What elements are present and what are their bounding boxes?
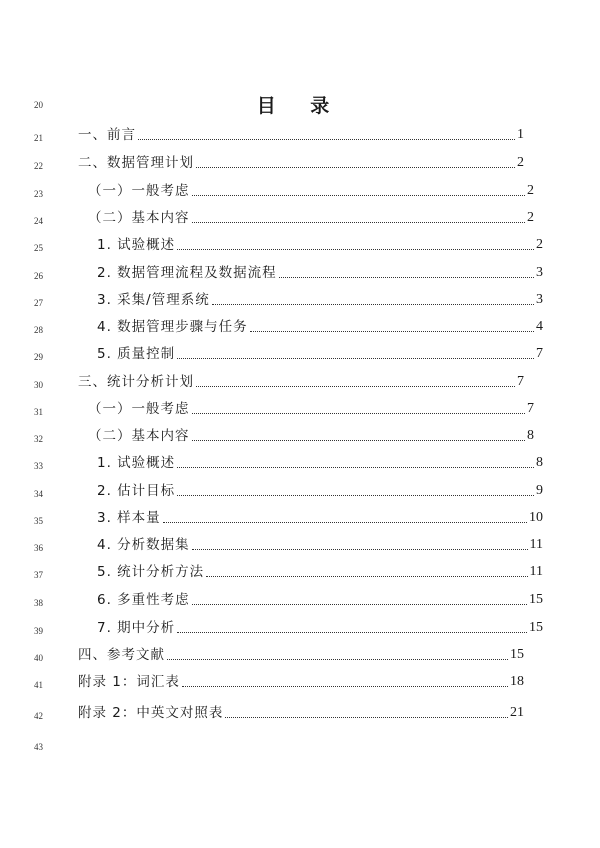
- toc-entry[interactable]: [78, 589, 543, 609]
- toc-entry[interactable]: [78, 452, 543, 472]
- toc-entry-label: （二）基本内容: [88, 428, 190, 444]
- line-number: 26: [34, 271, 43, 281]
- toc-dot-leader: [177, 248, 534, 250]
- line-number: 22: [34, 161, 43, 171]
- toc-entry[interactable]: [78, 480, 543, 500]
- toc-entry[interactable]: [78, 507, 543, 527]
- toc-entry[interactable]: [78, 152, 524, 172]
- toc-entry[interactable]: [78, 425, 534, 445]
- toc-entry-page-number: 7: [536, 346, 543, 361]
- toc-entry-page-number: 7: [517, 374, 524, 389]
- line-number: 20: [34, 100, 43, 110]
- toc-entry-label: 2. 估计目标: [97, 483, 176, 499]
- line-number: 35: [34, 516, 43, 526]
- line-number: 27: [34, 298, 43, 308]
- toc-entry-page-number: 7: [527, 401, 534, 416]
- line-number: 36: [34, 543, 43, 553]
- toc-entry-page-number: 18: [510, 674, 524, 689]
- toc-dot-leader: [177, 357, 534, 359]
- toc-entry-page-number: 15: [529, 620, 543, 635]
- toc-entry-page-number: 2: [527, 210, 534, 225]
- toc-dot-leader: [182, 685, 508, 687]
- toc-dot-leader: [196, 166, 515, 168]
- toc-dot-leader: [192, 412, 526, 414]
- line-number: 38: [34, 598, 43, 608]
- line-number: 33: [34, 461, 43, 471]
- toc-entry-label: （一）一般考虑: [88, 401, 190, 417]
- toc-entry[interactable]: [78, 289, 543, 309]
- line-number: 34: [34, 489, 43, 499]
- toc-entry-label: 4. 分析数据集: [97, 537, 190, 553]
- line-number: 40: [34, 653, 43, 663]
- toc-entry[interactable]: [78, 561, 543, 581]
- line-number: 30: [34, 380, 43, 390]
- toc-dot-leader: [192, 548, 528, 550]
- toc-dot-leader: [225, 716, 508, 718]
- toc-dot-leader: [163, 521, 527, 523]
- line-number: 31: [34, 407, 43, 417]
- toc-entry-page-number: 2: [517, 155, 524, 170]
- toc-entry-label: 三、统计分析计划: [78, 374, 194, 390]
- toc-dot-leader: [206, 575, 527, 577]
- toc-entry-page-number: 4: [536, 319, 543, 334]
- line-number: 37: [34, 570, 43, 580]
- toc-entry-label: 1. 试验概述: [97, 455, 176, 471]
- toc-entry-label: 3. 采集/管理系统: [97, 292, 210, 308]
- toc-entry-label: 5. 统计分析方法: [97, 564, 205, 580]
- line-number: 29: [34, 352, 43, 362]
- toc-entry-page-number: 2: [536, 237, 543, 252]
- line-number: 41: [34, 680, 43, 690]
- toc-entry-page-number: 3: [536, 292, 543, 307]
- line-number: 42: [34, 711, 43, 721]
- toc-entry[interactable]: [78, 234, 543, 254]
- toc-entry-label: 7. 期中分析: [97, 620, 176, 636]
- toc-entry-page-number: 15: [510, 647, 524, 662]
- toc-entry-label: 4. 数据管理步骤与任务: [97, 319, 248, 335]
- toc-entry-page-number: 11: [529, 537, 543, 552]
- toc-title: 目 录: [256, 95, 344, 117]
- toc-dot-leader: [279, 276, 534, 278]
- toc-entry-page-number: 2: [527, 183, 534, 198]
- toc-entry-page-number: 9: [536, 483, 543, 498]
- toc-dot-leader: [177, 466, 534, 468]
- line-number: 28: [34, 325, 43, 335]
- line-number: 24: [34, 216, 43, 226]
- toc-entry-label: 一、前言: [78, 127, 136, 143]
- toc-dot-leader: [138, 138, 515, 140]
- toc-entry[interactable]: [78, 371, 524, 391]
- toc-entry-label: 2. 数据管理流程及数据流程: [97, 265, 277, 281]
- toc-entry[interactable]: [78, 262, 543, 282]
- toc-entry[interactable]: [78, 124, 524, 144]
- toc-entry-label: （二）基本内容: [88, 210, 190, 226]
- toc-entry-page-number: 15: [529, 592, 543, 607]
- toc-entry[interactable]: [78, 702, 524, 722]
- toc-entry-label: 二、数据管理计划: [78, 155, 194, 171]
- toc-dot-leader: [192, 194, 526, 196]
- toc-dot-leader: [177, 494, 534, 496]
- toc-entry-page-number: 11: [529, 564, 543, 579]
- toc-entry-label: 5. 质量控制: [97, 346, 176, 362]
- toc-dot-leader: [177, 631, 527, 633]
- toc-entry-label: 3. 样本量: [97, 510, 161, 526]
- toc-entry-page-number: 3: [536, 265, 543, 280]
- toc-entry-page-number: 1: [517, 127, 524, 142]
- toc-dot-leader: [192, 603, 527, 605]
- toc-entry-label: （一）一般考虑: [88, 183, 190, 199]
- toc-entry[interactable]: [78, 534, 543, 554]
- line-number: 25: [34, 243, 43, 253]
- toc-entry-page-number: 21: [510, 705, 524, 720]
- toc-entry-page-number: 8: [536, 455, 543, 470]
- toc-entry-label: 1. 试验概述: [97, 237, 176, 253]
- line-number: 43: [34, 742, 43, 752]
- toc-dot-leader: [196, 385, 515, 387]
- toc-dot-leader: [212, 303, 534, 305]
- line-number: 23: [34, 189, 43, 199]
- toc-entry-page-number: 8: [527, 428, 534, 443]
- toc-dot-leader: [167, 658, 508, 660]
- toc-entry[interactable]: [78, 671, 524, 691]
- toc-entry-label: 6. 多重性考虑: [97, 592, 190, 608]
- toc-entry-label: 四、参考文献: [78, 647, 165, 663]
- toc-entry[interactable]: [78, 343, 543, 363]
- toc-entry[interactable]: [78, 207, 534, 227]
- toc-entry-label: 附录 2：中英文对照表: [78, 705, 224, 721]
- toc-entry-page-number: 10: [529, 510, 543, 525]
- toc-dot-leader: [192, 221, 526, 223]
- toc-entry[interactable]: [78, 644, 524, 664]
- line-number: 39: [34, 626, 43, 636]
- toc-entry[interactable]: [78, 316, 543, 336]
- toc-dot-leader: [250, 330, 534, 332]
- toc-entry[interactable]: [78, 617, 543, 637]
- line-number: 32: [34, 434, 43, 444]
- toc-entry-label: 附录 1：词汇表: [78, 674, 180, 690]
- toc-entry[interactable]: [78, 398, 534, 418]
- toc-entry[interactable]: [78, 180, 534, 200]
- line-number: 21: [34, 133, 43, 143]
- toc-dot-leader: [192, 439, 526, 441]
